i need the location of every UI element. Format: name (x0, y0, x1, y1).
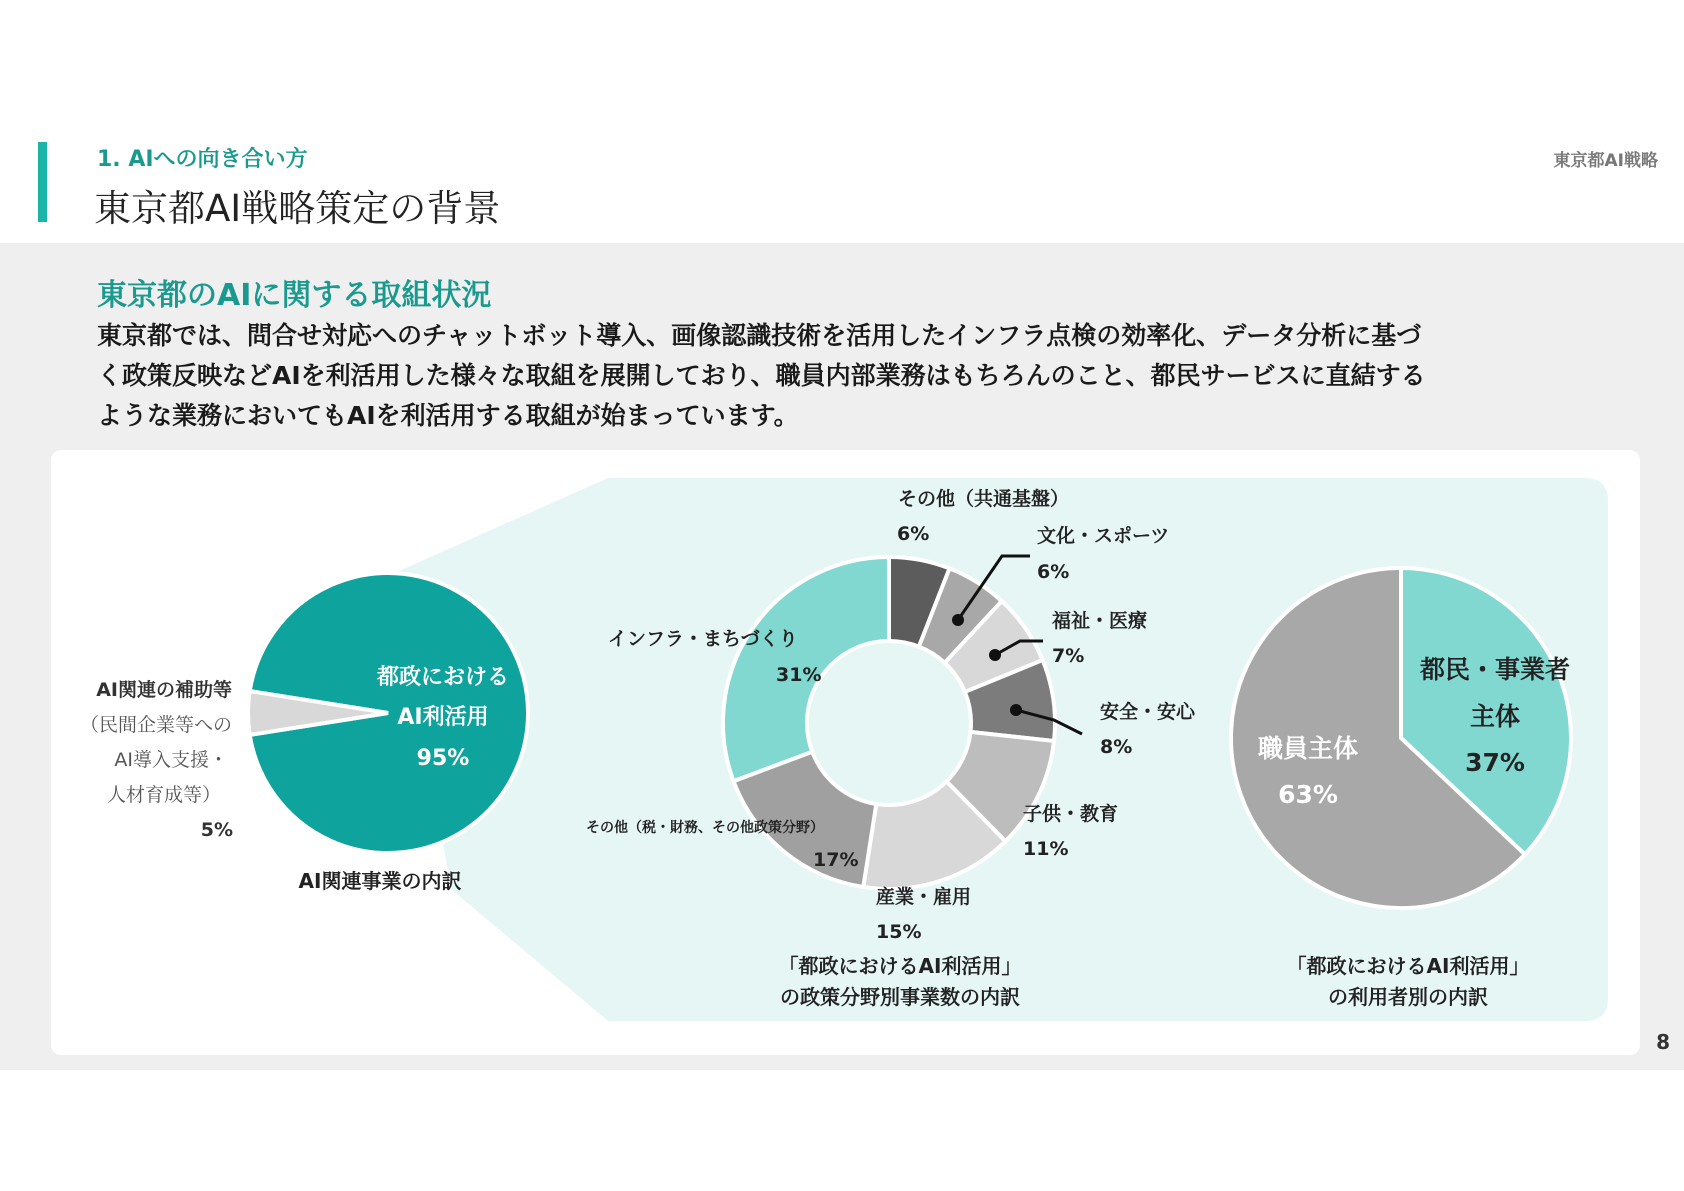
donut-title-line1: 「都政におけるAI利活用」 (778, 954, 1022, 978)
donut-label-culture-sports: 文化・スポーツ (1037, 525, 1170, 547)
donut-label-welfare: 福祉・医療 (1052, 610, 1148, 632)
pie1-minor-label3: AI導入支援・ (114, 749, 228, 771)
donut-value-welfare: 7% (1052, 645, 1085, 667)
donut-title-line2: の政策分野別事業数の内訳 (780, 985, 1020, 1009)
pie3-title-line1: 「都政におけるAI利活用」 (1286, 954, 1530, 978)
pie1-minor-label: AI関連の補助等 (96, 679, 232, 701)
donut-label-other-policy: その他（税・財務、その他政策分野） (586, 820, 824, 836)
intro-line: 東京都では、問合せ対応へのチャットボット導入、画像認識技術を活用したインフラ点検の効率化、データ分析に基づ (97, 321, 1422, 350)
page-number: 8 (1656, 1030, 1670, 1054)
donut-value-infra: 31% (776, 664, 822, 686)
leader-dot-culture-sports (952, 614, 964, 626)
pie3-staff-value: 63% (1278, 780, 1338, 809)
pie3-staff-label: 職員主体 (1257, 734, 1359, 763)
pie1-minor-value: 5% (200, 819, 233, 841)
donut-label-safety: 安全・安心 (1100, 701, 1196, 723)
pie1-title: AI関連事業の内訳 (298, 869, 462, 893)
pie1-minor-label2: （民間企業等への (79, 714, 232, 736)
donut-value-other-common: 6% (897, 523, 930, 545)
donut-label-children: 子供・教育 (1023, 803, 1119, 825)
donut-value-industry: 15% (876, 921, 922, 943)
donut-label-other-common: その他（共通基盤） (898, 488, 1070, 510)
pie1-main-value: 95% (416, 746, 470, 771)
donut-label-industry: 産業・雇用 (876, 886, 972, 908)
document-name: 東京都AI戦略 (1553, 151, 1658, 171)
section-label: 1. AIへの向き合い方 (97, 147, 308, 172)
intro-line: ような業務においてもAIを利活用する取組が始まっています。 (97, 401, 799, 430)
pie3-citizen-label: 都民・事業者 (1419, 655, 1571, 684)
leader-dot-safety (1010, 704, 1022, 716)
pie3-title-line2: の利用者別の内訳 (1328, 985, 1488, 1009)
donut-value-other-policy: 17% (813, 849, 859, 871)
pie1-main-label: 都政における (376, 665, 510, 690)
donut-label-infra: インフラ・まちづくり (608, 628, 798, 650)
intro-line: く政策反映などAIを利活用した様々な取組を展開しており、職員内部業務はもちろんのこと、都民サービスに直結する (97, 361, 1426, 390)
donut-value-culture-sports: 6% (1037, 561, 1070, 583)
section-heading: 東京都のAIに関する取組状況 (97, 278, 492, 313)
donut-value-safety: 8% (1100, 736, 1133, 758)
page-title: 東京都AI戦略策定の背景 (94, 187, 501, 230)
donut-value-children: 11% (1023, 838, 1069, 860)
pie1-minor-label4: 人材育成等） (106, 784, 221, 806)
pie3-citizen-value: 37% (1465, 748, 1525, 777)
pie1-main-label2: AI利活用 (397, 705, 489, 730)
leader-dot-welfare (989, 649, 1001, 661)
pie3-citizen-label2: 主体 (1469, 702, 1521, 731)
